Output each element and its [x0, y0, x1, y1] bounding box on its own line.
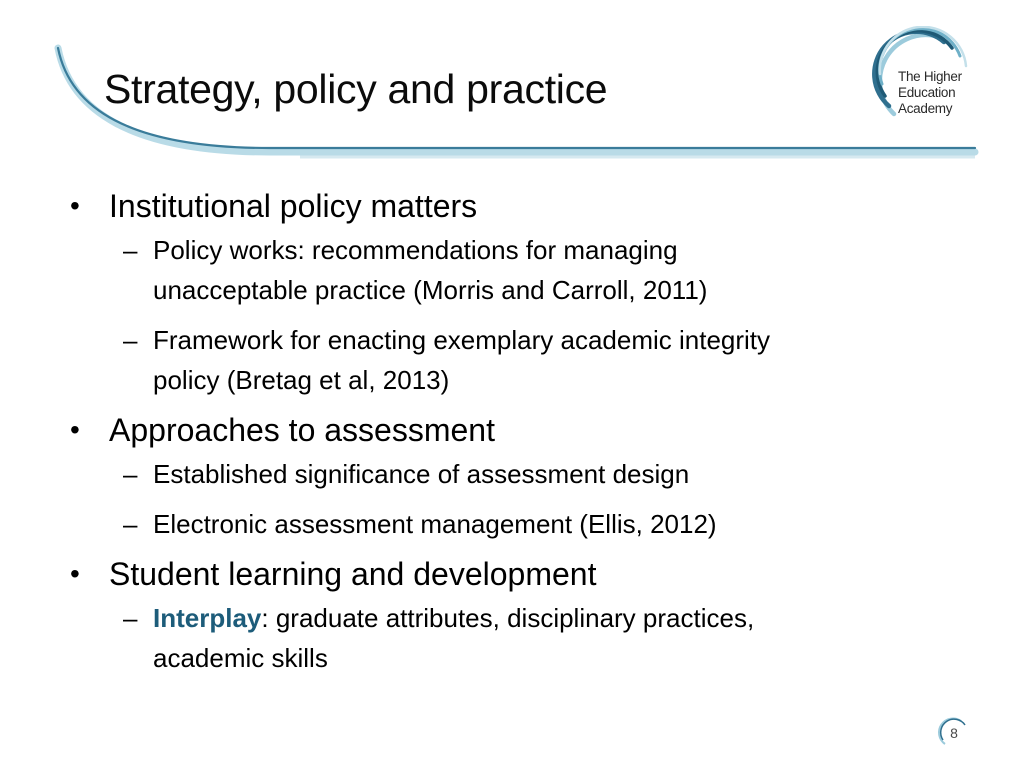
- bullet-text: Student learning and development: [109, 556, 597, 592]
- bullet-list: [64, 186, 964, 688]
- hea-logo-text: [898, 69, 962, 117]
- slide-title: Strategy, policy and practice: [104, 66, 608, 112]
- bullet-text: Institutional policy matters: [109, 188, 478, 224]
- sub-bullet-line: Electronic assessment management (Ellis, 2012): [153, 509, 717, 539]
- logo-line-3: Academy: [898, 101, 953, 116]
- bullet-dot-icon: •: [70, 190, 80, 221]
- dash-icon: –: [123, 325, 138, 355]
- bullet-text: Approaches to assessment: [109, 412, 495, 448]
- sub-bullet-item: [64, 598, 964, 678]
- bullet-dot-icon: •: [70, 558, 80, 589]
- sub-bullet-rest: : graduate attributes, disciplinary practices,: [261, 603, 755, 633]
- dash-icon: –: [123, 235, 138, 265]
- sub-bullet-line: [153, 598, 964, 638]
- sub-bullet-line: unacceptable practice (Morris and Carroll, 2011): [153, 275, 708, 305]
- sub-bullet-item: [64, 230, 964, 310]
- bullet-dot-icon: •: [70, 414, 80, 445]
- bullet-item: [64, 410, 964, 450]
- page-number-badge: [937, 716, 971, 750]
- sub-bullet-line: Framework for enacting exemplary academic integrity: [153, 325, 771, 355]
- sub-bullet-item: [64, 504, 964, 544]
- emphasis-term: Interplay: [153, 603, 262, 633]
- page-number: 8: [950, 725, 958, 741]
- logo-line-1: The Higher: [898, 69, 962, 84]
- hea-logo: [866, 26, 978, 138]
- dash-icon: –: [123, 603, 138, 633]
- bullet-item: [64, 186, 964, 226]
- bullet-item: [64, 554, 964, 594]
- dash-icon: –: [123, 459, 138, 489]
- dash-icon: –: [123, 509, 138, 539]
- sub-bullet-item: [64, 454, 964, 494]
- sub-bullet-item: [64, 320, 964, 400]
- sub-bullet-line: academic skills: [153, 643, 328, 673]
- sub-bullet-line: Policy works: recommendations for managing: [153, 235, 678, 265]
- sub-bullet-line: Established significance of assessment design: [153, 459, 690, 489]
- sub-bullet-line: policy (Bretag et al, 2013): [153, 365, 450, 395]
- logo-line-2: Education: [898, 85, 956, 100]
